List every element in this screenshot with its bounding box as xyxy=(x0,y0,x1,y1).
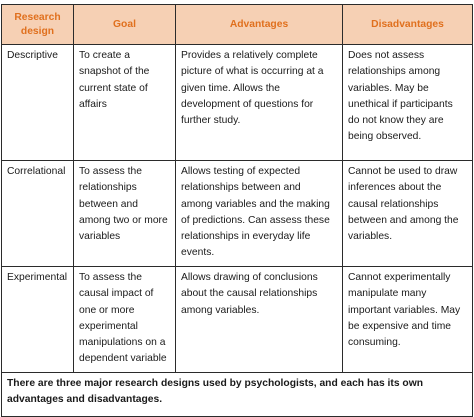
advantages-cell: Provides a relatively complete picture of what is occurring at a given time. Allows the development of questions for further study. xyxy=(176,45,343,161)
header-row xyxy=(2,5,473,45)
table-row xyxy=(2,45,473,161)
advantages-cell: Allows drawing of conclusions about the causal relationships among variables. xyxy=(176,267,343,373)
goal-cell: To create a snapshot of the current state of affairs xyxy=(74,45,176,161)
table-caption: There are three major research designs used by psychologists, and each has its own advantages and disadvantages. xyxy=(2,373,473,417)
caption-row xyxy=(2,373,473,417)
goal-cell: To assess the relationships between and among two or more variables xyxy=(74,161,176,267)
header-disadvantages: Disadvantages xyxy=(343,5,473,45)
header-goal: Goal xyxy=(74,5,176,45)
disadvantages-cell: Cannot be used to draw inferences about the causal relationships between and among the variables. xyxy=(343,161,473,267)
disadvantages-cell: Does not assess relationships among variables. May be unethical if participants do not know they are being observed. xyxy=(343,45,473,161)
design-cell: Experimental xyxy=(2,267,74,373)
header-research-design: Research design xyxy=(2,5,74,45)
research-design-table xyxy=(1,4,473,417)
design-cell: Correlational xyxy=(2,161,74,267)
header-advantages: Advantages xyxy=(176,5,343,45)
table-row xyxy=(2,161,473,267)
goal-cell: To assess the causal impact of one or more experimental manipulations on a dependent variable xyxy=(74,267,176,373)
table-row xyxy=(2,267,473,373)
design-cell: Descriptive xyxy=(2,45,74,161)
disadvantages-cell: Cannot experimentally manipulate many important variables. May be expensive and time consuming. xyxy=(343,267,473,373)
advantages-cell: Allows testing of expected relationships between and among variables and the making of predictions. Can assess these relationships in everyday life events. xyxy=(176,161,343,267)
